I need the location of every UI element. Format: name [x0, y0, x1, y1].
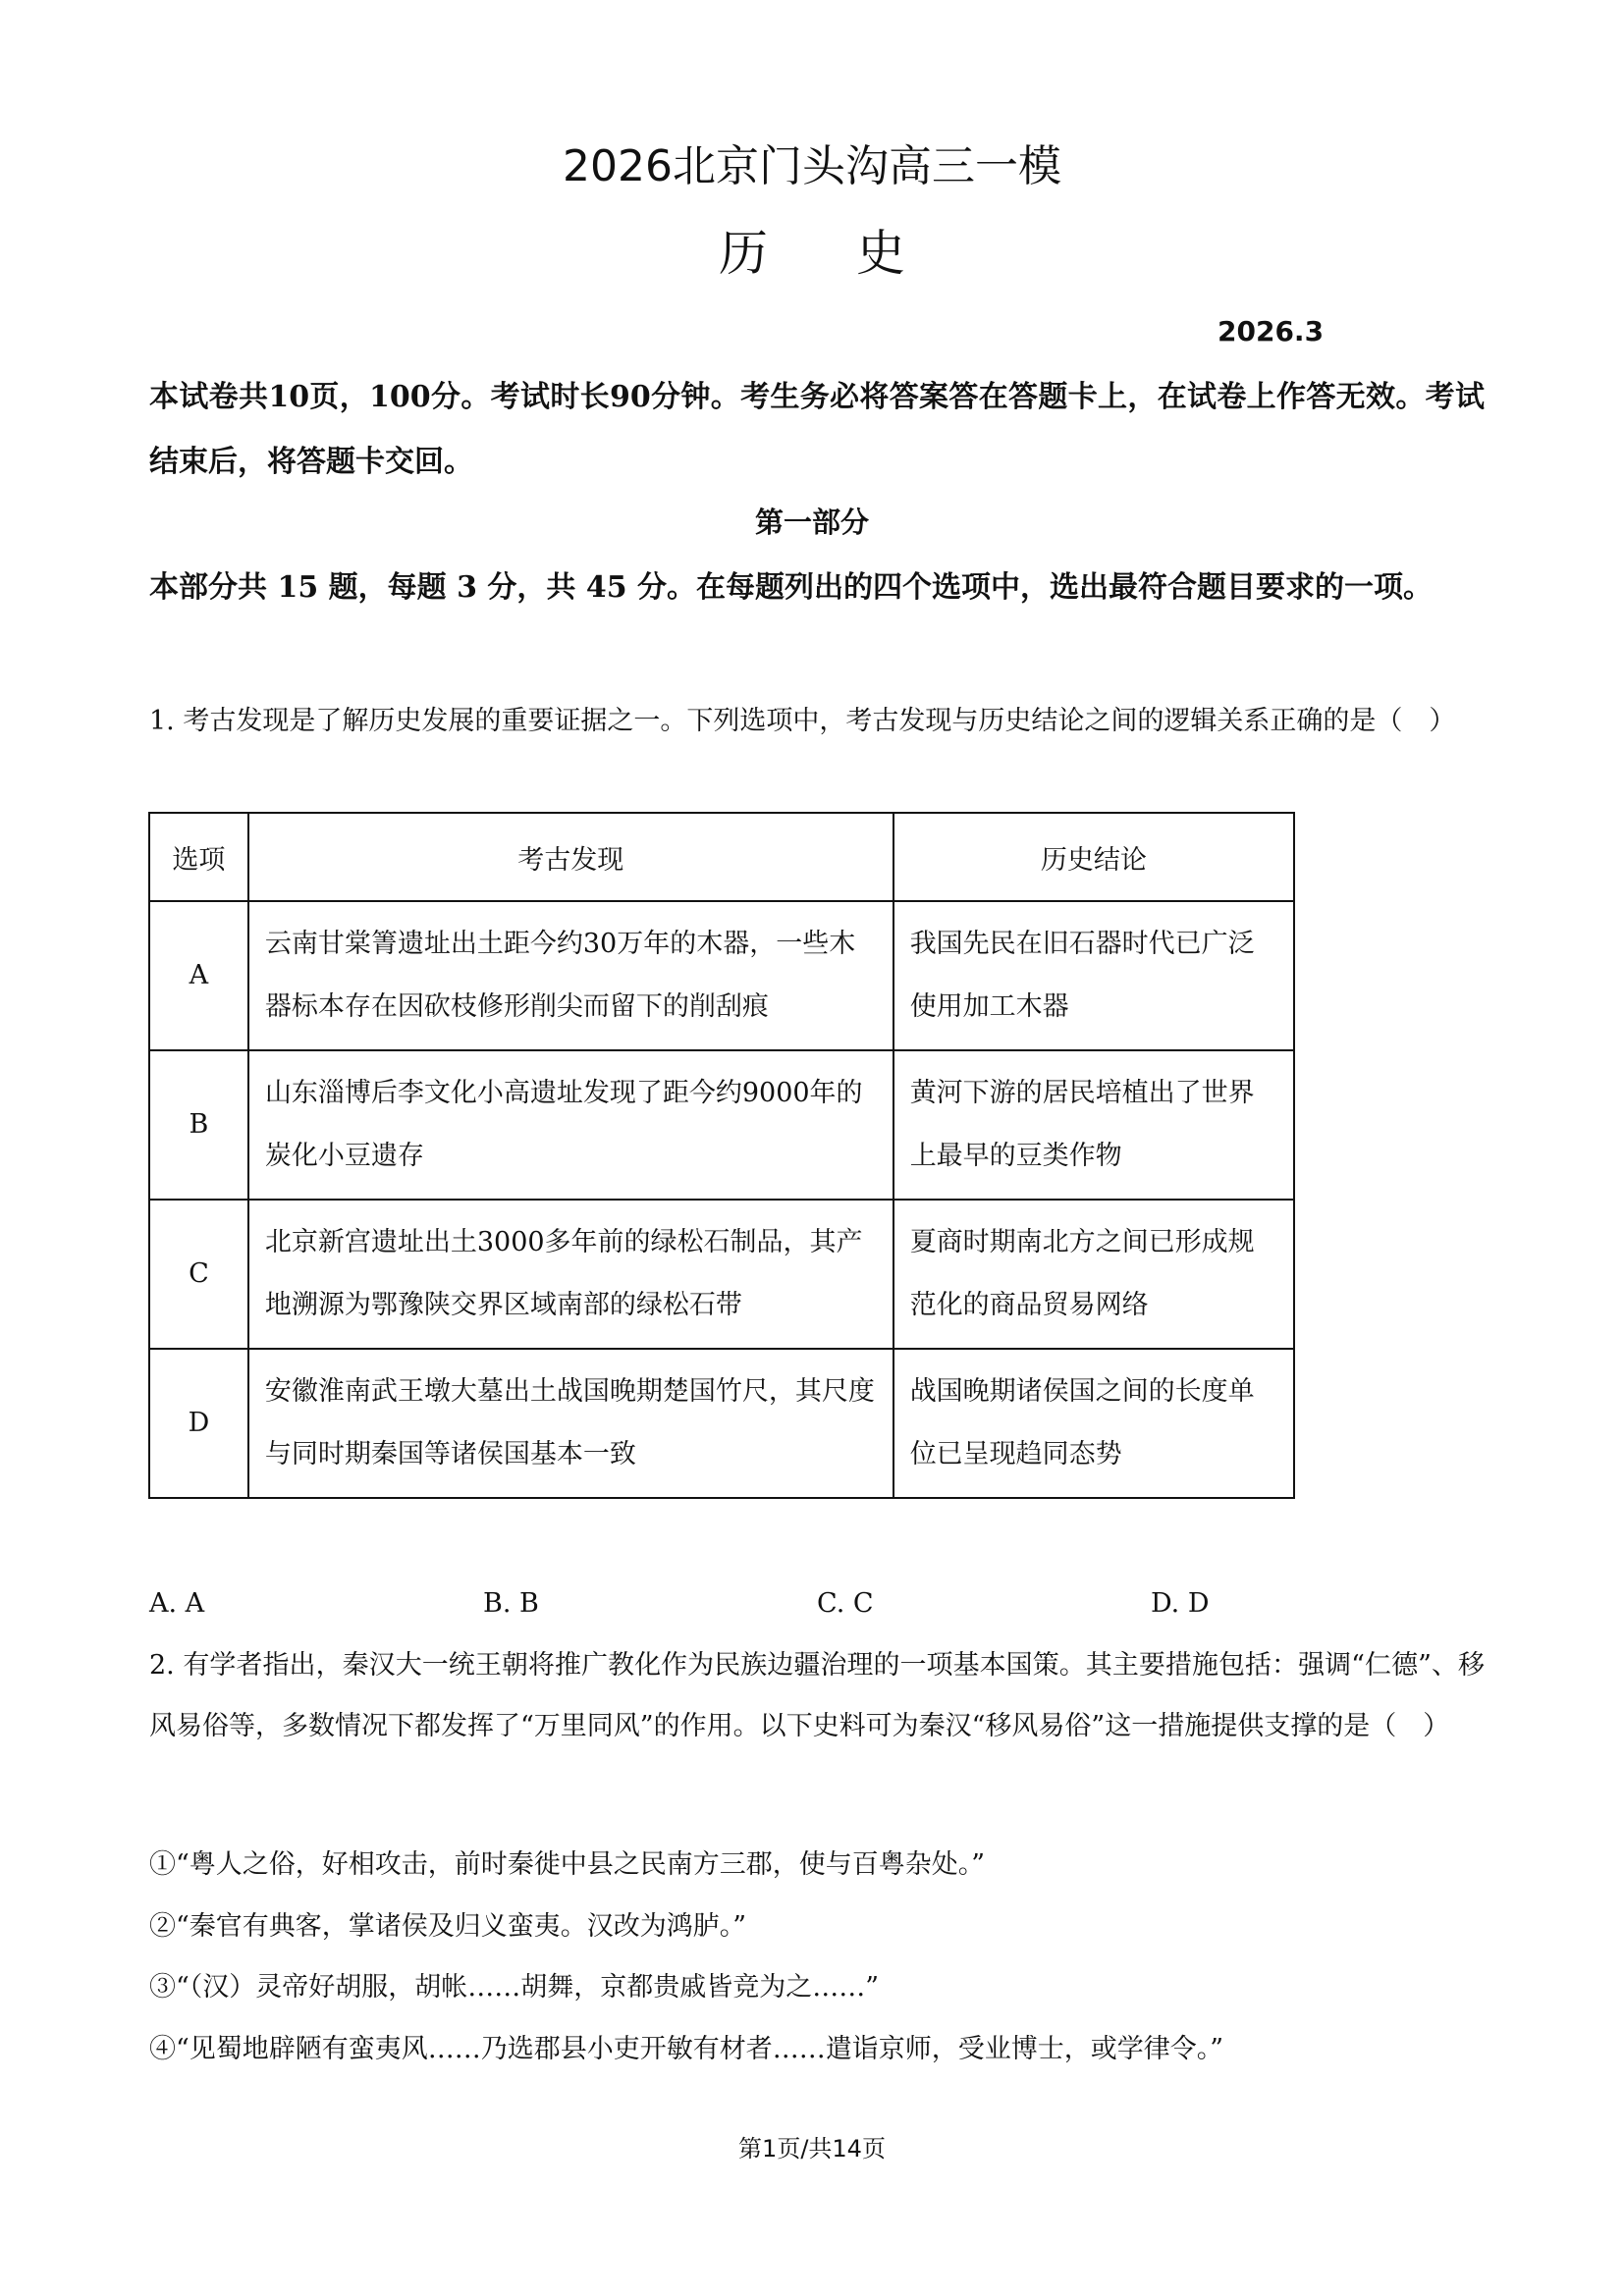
table-row	[149, 1349, 1294, 1498]
choice-d[interactable]: D. D	[1151, 1588, 1210, 1619]
exam-title: 2026北京门头沟高三一模	[563, 141, 1061, 191]
table-cell-option: D	[149, 1349, 248, 1498]
question-1-stem: 1. 考古发现是了解历史发展的重要证据之一。下列选项中，考古发现与历史结论之间的逻辑关系正确的是（ ）	[149, 706, 1456, 736]
table-cell-option: C	[149, 1200, 248, 1349]
table-cell-discovery: 云南甘棠箐遗址出土距今约30万年的木器，一些木器标本存在因砍枝修形削尖而留下的削刮痕	[248, 901, 893, 1050]
question-1-choices	[149, 1582, 1485, 1626]
table-cell-option: B	[149, 1050, 248, 1200]
table-cell-discovery: 山东淄博后李文化小高遗址发现了距今约9000年的炭化小豆遗存	[248, 1050, 893, 1200]
question-2-stem: 2. 有学者指出，秦汉大一统王朝将推广教化作为民族边疆治理的一项基本国策。其主要措施包括：强调“仁德”、移风易俗等，多数情况下都发挥了“万里同风”的作用。以下史料可为秦汉“移风易俗”这一措施提供支撑的是（ ）	[149, 1650, 1485, 1741]
choice-c[interactable]: C. C	[817, 1588, 874, 1619]
table-row	[149, 901, 1294, 1050]
section-description: 本部分共 15 题，每题 3 分，共 45 分。在每题列出的四个选项中，选出最符合题目要求的一项。	[149, 570, 1434, 605]
exam-date: 2026.3	[1218, 315, 1325, 347]
table-cell-conclusion: 战国晚期诸侯国之间的长度单位已呈现趋同态势	[893, 1349, 1294, 1498]
table-header-row	[149, 813, 1294, 901]
choice-a[interactable]: A. A	[149, 1588, 205, 1619]
table-row	[149, 1050, 1294, 1200]
source-quote-2: ②“秦官有典客，掌诸侯及归义蛮夷。汉改为鸿胪。”	[149, 1911, 747, 1942]
source-quote-4: ④“见蜀地辟陋有蛮夷风……乃选郡县小吏开敏有材者……遣诣京师，受业博士，或学律令。”	[149, 2034, 1224, 2064]
table-header-conclusion: 历史结论	[893, 813, 1294, 901]
table-cell-conclusion: 黄河下游的居民培植出了世界上最早的豆类作物	[893, 1050, 1294, 1200]
table-header-option: 选项	[149, 813, 248, 901]
choice-b[interactable]: B. B	[483, 1588, 539, 1619]
table-row	[149, 1200, 1294, 1349]
source-quote-3: ③“（汉）灵帝好胡服，胡帐……胡舞，京都贵戚皆竞为之……”	[149, 1972, 880, 2002]
exam-subject: 历史	[719, 225, 994, 282]
table-cell-conclusion: 我国先民在旧石器时代已广泛使用加工木器	[893, 901, 1294, 1050]
question-1-table	[148, 812, 1295, 1499]
exam-notice: 本试卷共10页，100分。考试时长90分钟。考生务必将答案答在答题卡上，在试卷上作答无效。考试结束后，将答题卡交回。	[149, 380, 1485, 479]
table-cell-discovery: 安徽淮南武王墩大墓出土战国晚期楚国竹尺，其尺度与同时期秦国等诸侯国基本一致	[248, 1349, 893, 1498]
table-cell-discovery: 北京新宫遗址出土3000多年前的绿松石制品，其产地溯源为鄂豫陕交界区域南部的绿松石带	[248, 1200, 893, 1349]
table-header-discovery: 考古发现	[248, 813, 893, 901]
table-cell-option: A	[149, 901, 248, 1050]
section-title: 第一部分	[754, 506, 869, 539]
page-footer: 第1页/共14页	[738, 2135, 886, 2163]
table-cell-conclusion: 夏商时期南北方之间已形成规范化的商品贸易网络	[893, 1200, 1294, 1349]
source-quote-1: ①“粤人之俗，好相攻击，前时秦徙中县之民南方三郡，使与百粤杂处。”	[149, 1849, 986, 1880]
